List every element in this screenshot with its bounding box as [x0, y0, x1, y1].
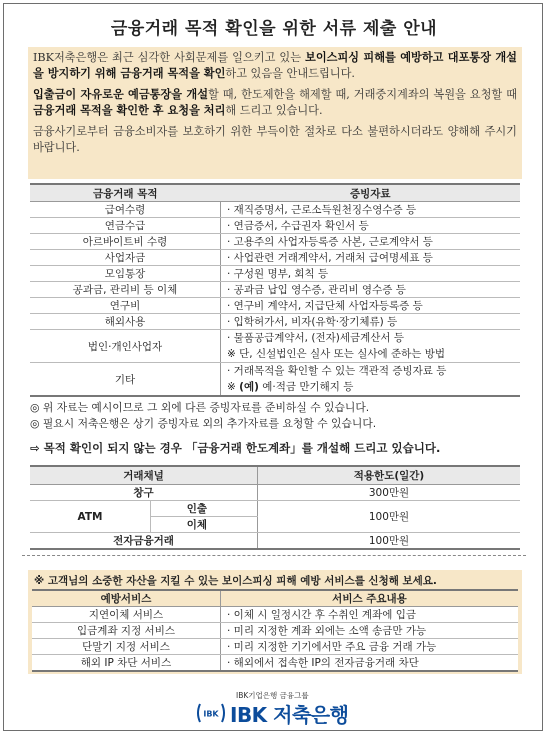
- purpose-cell: 연구비: [30, 298, 221, 314]
- service-name-cell: 해외 IP 차단 서비스: [32, 655, 221, 672]
- column-header-evidence: 증빙자료: [221, 184, 521, 202]
- channel-cell: 창구: [30, 485, 258, 501]
- notice-paragraph-2: [33, 87, 517, 120]
- page-title: 금융거래 목적 확인을 위한 서류 제출 안내: [110, 19, 438, 39]
- service-heading: ※ 고객님의 소중한 자산을 지킬 수 있는 보이스피싱 피해 예방 서비스를 신청해 보세요.: [34, 575, 437, 587]
- purpose-cell: 아르바이트비 수령: [30, 234, 221, 250]
- column-header-channel: 거래채널: [30, 466, 258, 485]
- purpose-cell: 사업자금: [30, 250, 221, 266]
- arrow-right-icon: ⇨: [30, 441, 40, 455]
- evidence-cell: · 공과금 납입 영수증, 관리비 영수증 등: [221, 282, 521, 298]
- evidence-cell: · 연금증서, 수급권자 확인서 등: [221, 218, 521, 234]
- example-label: (예): [239, 381, 259, 393]
- purpose-cell: 모임통장: [30, 266, 221, 282]
- table-row: [30, 282, 520, 298]
- table-row: [30, 533, 520, 550]
- table-row: [32, 623, 518, 639]
- service-table: [32, 589, 518, 672]
- notice-text: 해 드리고 있습니다.: [225, 104, 323, 118]
- service-desc-cell: · 미리 지정한 계좌 외에는 소액 송금만 가능: [221, 623, 519, 639]
- table-row: [30, 485, 520, 501]
- table-row: [32, 639, 518, 655]
- logo-text: IBK: [203, 709, 219, 719]
- evidence-line: [227, 379, 517, 395]
- purpose-cell: 기타: [30, 363, 221, 397]
- service-name-cell: 입금계좌 지정 서비스: [32, 623, 221, 639]
- table-header-row: [30, 184, 520, 202]
- subchannel-cell: 이체: [151, 517, 258, 533]
- table-row: [30, 314, 520, 330]
- table-row: [32, 655, 518, 672]
- service-name-cell: 단말기 지정 서비스: [32, 639, 221, 655]
- service-box: [28, 570, 522, 674]
- document-table: [30, 183, 520, 397]
- notice-text: 하고 있음을 안내드립니다.: [225, 67, 355, 81]
- notice-paragraph-1: [33, 50, 517, 83]
- evidence-cell: · 구성원 명부, 회칙 등: [221, 266, 521, 282]
- column-header-content: 서비스 주요내용: [221, 590, 519, 607]
- table-row: [30, 298, 520, 314]
- limit-cell: 100만원: [258, 501, 521, 533]
- service-desc-cell: · 미리 지정한 기기에서만 주요 금융 거래 가능: [221, 639, 519, 655]
- section-divider: [22, 555, 526, 556]
- evidence-text: 예·적금 만기해지 등: [258, 381, 354, 393]
- service-desc-cell: · 이체 시 일정시간 후 수취인 계좌에 입금: [221, 607, 519, 623]
- notice-emphasis: 보이스피싱 피해를 예방하고 대포통장 개설을 방지하기 위해 금융거래 목적을 확인: [33, 51, 517, 81]
- column-header-purpose: 금융거래 목적: [30, 184, 221, 202]
- table-row: [30, 501, 520, 517]
- channel-cell: 전자금융거래: [30, 533, 258, 550]
- limit-table: [30, 465, 520, 550]
- notice-text: 할 때, 한도제한을 해제할 때, 거래중지계좌의 복원을 요청할 때: [208, 87, 517, 101]
- service-name-cell: 지연이체 서비스: [32, 607, 221, 623]
- limit-account-text: 목적 확인이 되지 않는 경우 「금융거래 한도계좌」를 개설해 드리고 있습니다.: [43, 441, 441, 455]
- brand-subtitle: IBK기업은행 금융그룹: [236, 691, 309, 700]
- evidence-line: ※ 단, 신설법인은 실사 또는 실사에 준하는 방법: [227, 348, 446, 360]
- table-row: [30, 266, 520, 282]
- evidence-cell: · 고용주의 사업자등록증 사본, 근로계약서 등: [221, 234, 521, 250]
- evidence-cell: · 사업관련 거래계약서, 거래처 급여명세표 등: [221, 250, 521, 266]
- purpose-cell: 해외사용: [30, 314, 221, 330]
- ibk-logo-icon: [196, 702, 226, 724]
- purpose-cell: 공과금, 관리비 등 이체: [30, 282, 221, 298]
- brand-footer: [0, 690, 548, 726]
- table-row: [30, 250, 520, 266]
- notice-emphasis: 입출금이 자유로운 예금통장을 개설: [33, 87, 209, 101]
- evidence-line: · 거래목적을 확인할 수 있는 객관적 증빙자료 등: [227, 365, 447, 377]
- table-row: [30, 234, 520, 250]
- evidence-cell: · 재직증명서, 근로소득원천징수영수증 등: [221, 202, 521, 218]
- table-row: [30, 363, 520, 397]
- note-mark: ※: [227, 381, 240, 393]
- notice-box: [28, 47, 522, 179]
- channel-cell: ATM: [30, 501, 151, 533]
- brand-name: IBK 저축은행: [230, 703, 349, 727]
- notice-emphasis: 금융거래 목적을 확인한 후 요청을 처리: [33, 104, 226, 118]
- evidence-cell: · 연구비 계약서, 지급단체 사업자등록증 등: [221, 298, 521, 314]
- column-header-service: 예방서비스: [32, 590, 221, 607]
- column-header-limit: 적용한도(일간): [258, 466, 521, 485]
- table-row: [32, 607, 518, 623]
- evidence-cell: [221, 330, 521, 363]
- notice-paragraph-3: 금융사기로부터 금융소비자를 보호하기 위한 부득이한 절차로 다소 불편하시더라도 양해해 주시기 바랍니다.: [33, 124, 517, 155]
- purpose-cell: 연금수급: [30, 218, 221, 234]
- evidence-line: · 물품공급계약서, (전자)세금계산서 등: [227, 332, 405, 344]
- limit-cell: 100만원: [258, 533, 521, 550]
- note-line: ◎ 위 자료는 예시이므로 그 외에 다른 증빙자료를 준비하실 수 있습니다.: [30, 401, 370, 414]
- table-row: [30, 330, 520, 363]
- limit-account-notice: [30, 440, 440, 456]
- table-row: [30, 202, 520, 218]
- evidence-cell: [221, 363, 521, 397]
- evidence-cell: · 입학허가서, 비자(유학·장기체류) 등: [221, 314, 521, 330]
- notes: [30, 400, 530, 432]
- notice-text: IBK저축은행은 최근 심각한 사회문제를 일으키고 있는: [33, 51, 306, 64]
- purpose-cell: 법인·개인사업자: [30, 330, 221, 363]
- table-header-row: [32, 590, 518, 607]
- table-header-row: [30, 466, 520, 485]
- service-desc-cell: · 해외에서 접속한 IP의 전자금융거래 차단: [221, 655, 519, 672]
- limit-cell: 300만원: [258, 485, 521, 501]
- table-row: [30, 218, 520, 234]
- purpose-cell: 급여수령: [30, 202, 221, 218]
- note-line: ◎ 필요시 저축은행은 상기 증빙자료 외의 추가자료를 요청할 수 있습니다.: [30, 417, 377, 430]
- subchannel-cell: 인출: [151, 501, 258, 517]
